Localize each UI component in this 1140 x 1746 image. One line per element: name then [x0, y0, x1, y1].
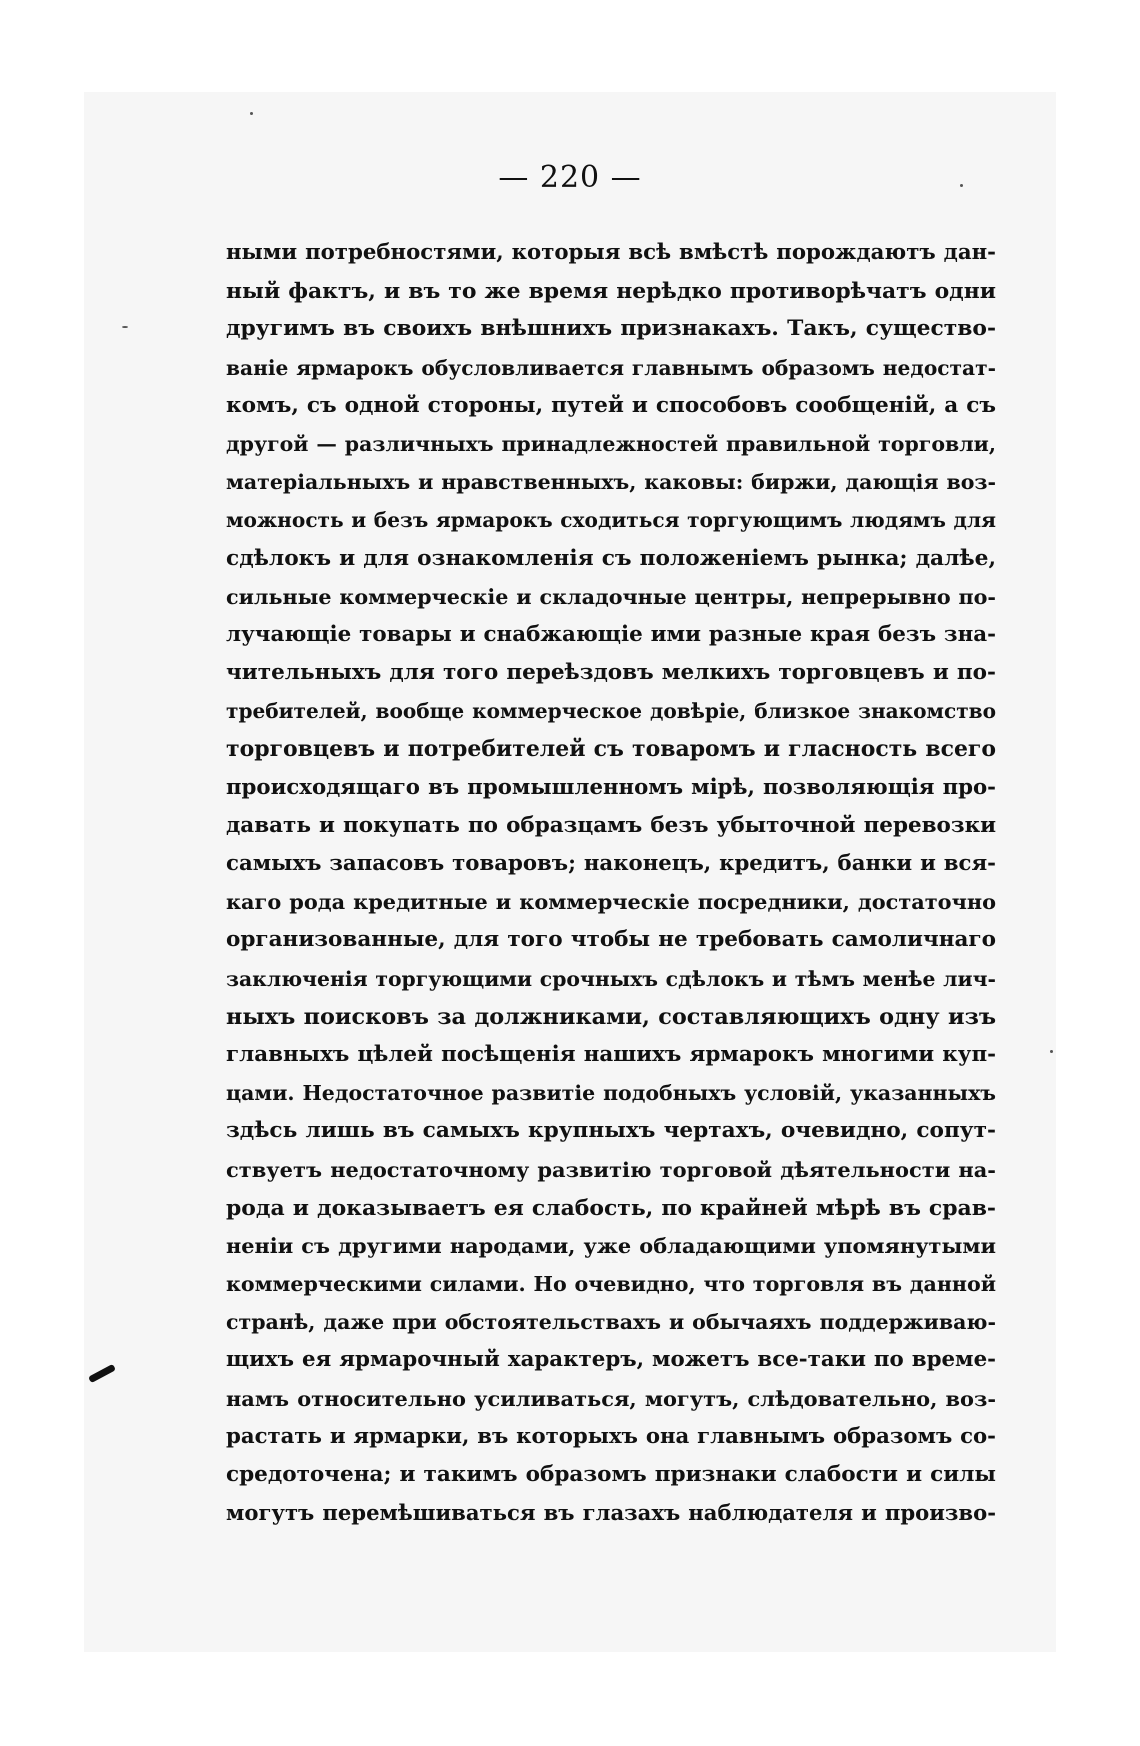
- text-line: ныхъ поисковъ за должниками, составляющихъ одну изъ: [226, 1003, 996, 1030]
- text-line: намъ относительно усиливаться, могутъ, слѣдовательно, воз-: [226, 1385, 996, 1411]
- text-line: растать и ярмарки, въ которыхъ она главнымъ образомъ со-: [226, 1423, 996, 1449]
- text-line: главныхъ цѣлей посѣщенія нашихъ ярмарокъ многими куп-: [226, 1041, 996, 1067]
- text-line: цами. Недостаточное развитіе подобныхъ условій, указанныхъ: [226, 1081, 996, 1106]
- text-line: ствуетъ недостаточному развитію торговой дѣятельности на-: [226, 1156, 996, 1182]
- text-line: средоточена; и такимъ образомъ признаки слабости и силы: [226, 1462, 996, 1487]
- text-line: странѣ, даже при обстоятельствахъ и обычаяхъ поддерживаю-: [226, 1310, 996, 1335]
- text-line: чительныхъ для того переѣздовъ мелкихъ торговцевъ и по-: [226, 660, 996, 686]
- text-line: давать и покупать по образцамъ безъ убыточной перевозки: [226, 812, 996, 838]
- speck: [960, 184, 963, 187]
- text-line: каго рода кредитные и коммерческіе посредники, достаточно: [226, 889, 996, 915]
- text-line: другой — различныхъ принадлежностей правильной торговли,: [226, 431, 996, 456]
- text-line: организованные, для того чтобы не требовать самоличнаго: [226, 927, 996, 953]
- text-line: коммерческими силами. Но очевидно, что торговля въ данной: [226, 1272, 996, 1297]
- text-line: сдѣлокъ и для ознакомленія съ положеніемъ рынка; далѣе,: [226, 545, 996, 571]
- text-line: щихъ ея ярмарочный характеръ, можетъ все-таки по време-: [226, 1347, 996, 1373]
- text-line: лучающіе товары и снабжающіе ими разные края безъ зна-: [226, 621, 996, 647]
- speck: [1050, 1050, 1053, 1053]
- text-line: матеріальныхъ и нравственныхъ, каковы: биржи, дающія воз-: [226, 470, 996, 495]
- text-line: требителей, вообще коммерческое довѣріе, близкое знакомство: [226, 699, 996, 724]
- text-line: сильные коммерческіе и складочные центры, непрерывно по-: [226, 584, 996, 609]
- text-line: неніи съ другими народами, уже обладающими упомянутыми: [226, 1232, 996, 1258]
- text-line: происходящаго въ промышленномъ мірѣ, позволяющія про-: [226, 774, 996, 800]
- text-line: здѣсь лишь въ самыхъ крупныхъ чертахъ, очевидно, сопут-: [226, 1118, 996, 1144]
- text-line: рода и доказываетъ ея слабость, по крайней мѣрѣ въ срав-: [226, 1194, 996, 1221]
- body-text: [226, 234, 996, 1532]
- page-number: — 220 —: [498, 160, 642, 195]
- text-line: ными потребностями, которыя всѣ вмѣстѣ порождаютъ дан-: [226, 240, 996, 265]
- text-line: торговцевъ и потребителей съ товаромъ и гласность всего: [226, 736, 996, 763]
- text-line: самыхъ запасовъ товаровъ; наконецъ, кредитъ, банки и вся-: [226, 851, 996, 876]
- text-line: могутъ перемѣшиваться въ глазахъ наблюдателя и произво-: [226, 1500, 996, 1526]
- speck: [122, 326, 128, 328]
- text-line: другимъ въ своихъ внѣшнихъ признакахъ. Такъ, существо-: [226, 316, 996, 342]
- text-line: ный фактъ, и въ то же время нерѣдко противорѣчатъ одни: [226, 278, 996, 305]
- text-line: заключенія торгующими срочныхъ сдѣлокъ и тѣмъ менѣе лич-: [226, 966, 996, 991]
- text-line: можность и безъ ярмарокъ сходиться торгующимъ людямъ для: [226, 508, 996, 533]
- text-line: комъ, съ одной стороны, путей и способовъ сообщеній, а съ: [226, 392, 996, 418]
- speck: [250, 112, 253, 115]
- text-line: ваніе ярмарокъ обусловливается главнымъ образомъ недостат-: [226, 355, 996, 380]
